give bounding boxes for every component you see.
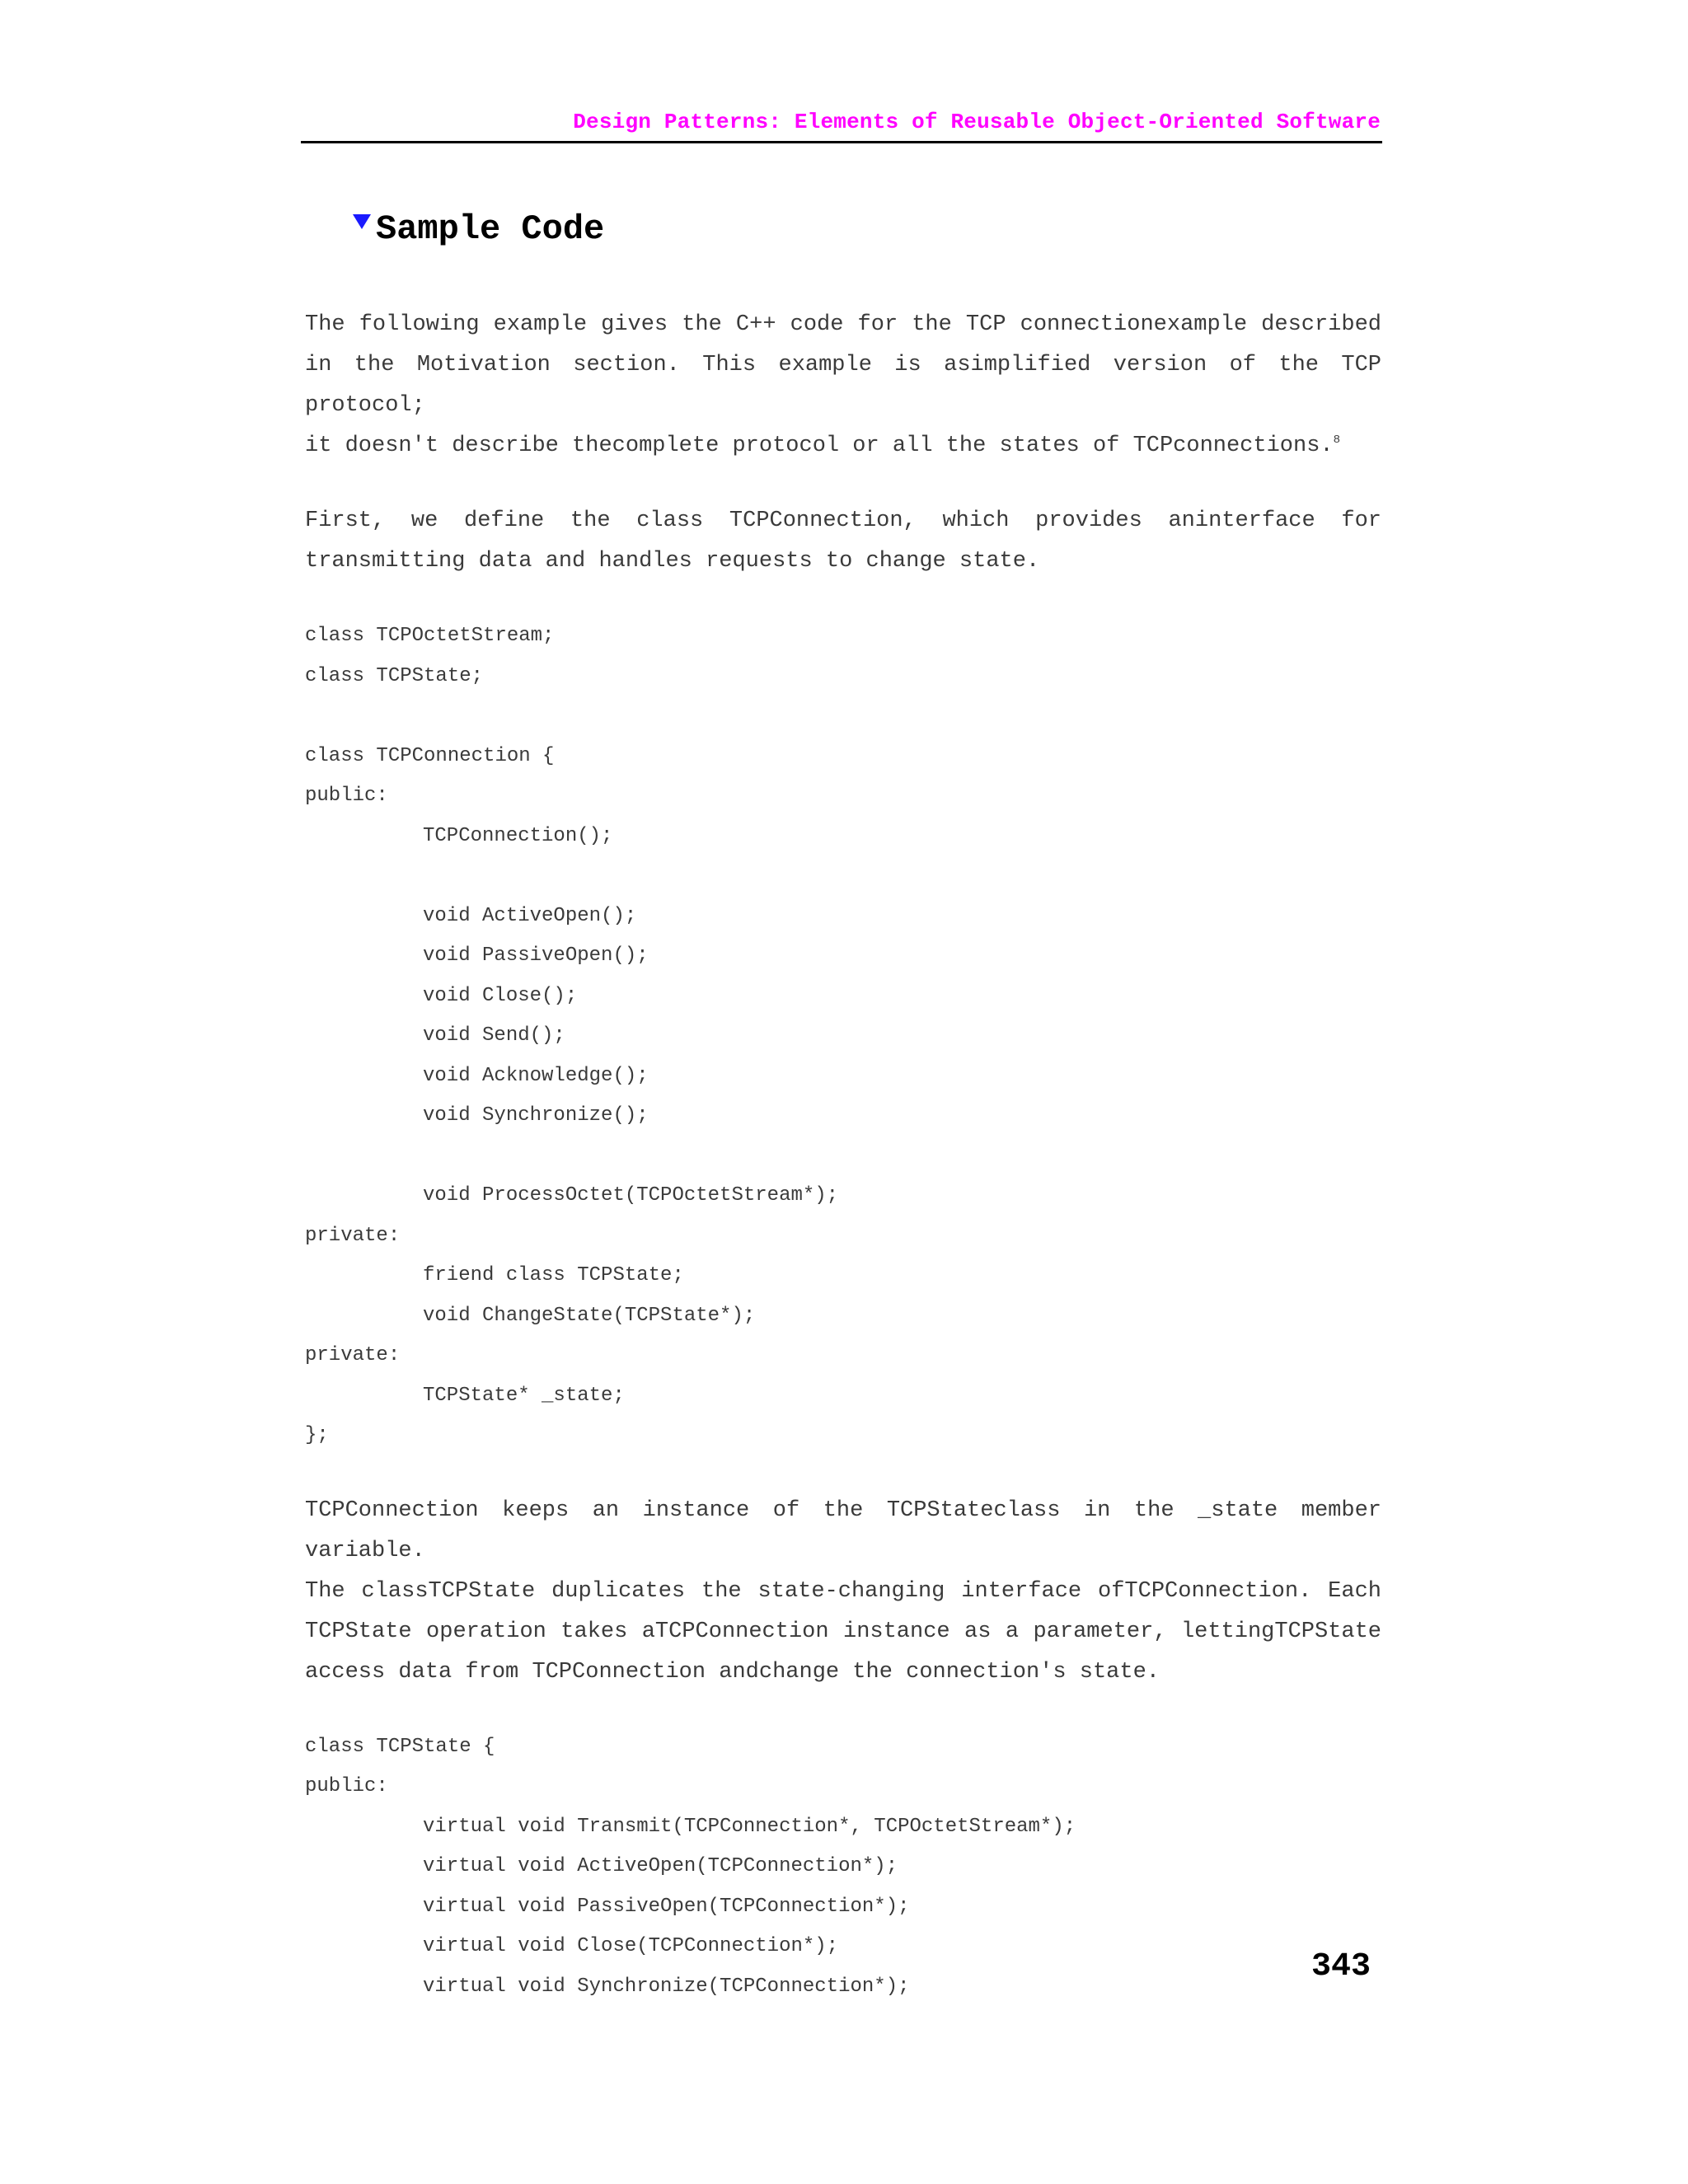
code-line: void Acknowledge(); bbox=[423, 1064, 649, 1087]
footnote-marker[interactable]: 8 bbox=[1333, 434, 1341, 447]
code-line: void ActiveOpen(); bbox=[423, 904, 637, 927]
code-line: public: bbox=[305, 785, 388, 807]
code-line: friend class TCPState; bbox=[423, 1264, 684, 1286]
header-rule bbox=[301, 141, 1382, 143]
code-blank-line bbox=[305, 1137, 1381, 1177]
code-line: public: bbox=[305, 1775, 388, 1797]
code-line: void Synchronize(); bbox=[423, 1104, 649, 1127]
code-line: virtual void Transmit(TCPConnection*, TCPOctetStream*); bbox=[423, 1815, 1076, 1838]
code-line: class TCPState; bbox=[305, 664, 484, 687]
paragraph-line: TCPState operation takes aTCPConnection instance as a parameter, lettingTCPState bbox=[305, 1619, 1381, 1644]
paragraph-line: transmitting data and handles requests to change state. bbox=[305, 549, 1040, 574]
code-line: TCPState* _state; bbox=[423, 1384, 625, 1407]
code-blank-line bbox=[305, 856, 1381, 897]
code-line: class TCPConnection { bbox=[305, 744, 555, 767]
code-line: void Send(); bbox=[423, 1024, 565, 1047]
code-line: void ChangeState(TCPState*); bbox=[423, 1304, 756, 1327]
code-line: }; bbox=[305, 1424, 329, 1446]
code-line: void Close(); bbox=[423, 984, 578, 1007]
code-line: virtual void ActiveOpen(TCPConnection*); bbox=[423, 1855, 898, 1877]
paragraph-line: access data from TCPConnection andchange the connection's state. bbox=[305, 1659, 1160, 1685]
paragraph-tcpstate-explanation bbox=[305, 1491, 1381, 1693]
paragraph-line: The following example gives the C++ code for the TCP connectionexample described bbox=[305, 312, 1381, 337]
running-header-title: Design Patterns: Elements of Reusable Object-Oriented Software bbox=[573, 110, 1381, 134]
code-line: void ProcessOctet(TCPOctetStream*); bbox=[423, 1184, 839, 1207]
paragraph-line-text: it doesn't describe thecomplete protocol or all the states of TCPconnections. bbox=[305, 434, 1334, 458]
code-line: void PassiveOpen(); bbox=[423, 944, 649, 967]
code-line: private: bbox=[305, 1224, 401, 1247]
paragraph-intro bbox=[305, 305, 1381, 466]
code-blank-line bbox=[305, 696, 1381, 737]
code-block-tcpconnection bbox=[305, 616, 1381, 1456]
paragraph-define-class bbox=[305, 501, 1381, 582]
code-line: virtual void PassiveOpen(TCPConnection*); bbox=[423, 1895, 910, 1918]
paragraph-line: First, we define the class TCPConnection, which provides aninterface for bbox=[305, 509, 1381, 533]
paragraph-line: TCPConnection keeps an instance of the TCPStateclass in the _state member variable. bbox=[305, 1497, 1381, 1563]
section-title: Sample Code bbox=[376, 209, 605, 249]
section-heading bbox=[353, 208, 604, 257]
code-line: virtual void Close(TCPConnection*); bbox=[423, 1935, 839, 1957]
paragraph-line-last bbox=[305, 426, 1381, 466]
code-line: class TCPState { bbox=[305, 1735, 495, 1758]
code-line: TCPConnection(); bbox=[423, 824, 613, 847]
blue-down-triangle-icon bbox=[353, 214, 371, 229]
paragraph-line: in the Motivation section. This example is asimplified version of the TCP protocol; bbox=[305, 353, 1381, 418]
code-line: private: bbox=[305, 1344, 401, 1366]
page-number: 343 bbox=[1311, 1948, 1371, 1985]
code-line: virtual void Synchronize(TCPConnection*); bbox=[423, 1975, 910, 1998]
code-line: class TCPOctetStream; bbox=[305, 625, 555, 647]
code-block-tcpstate bbox=[305, 1727, 1381, 2008]
page-content bbox=[305, 305, 1381, 2041]
paragraph-line: The classTCPState duplicates the state-changing interface ofTCPConnection. Each bbox=[305, 1578, 1381, 1604]
